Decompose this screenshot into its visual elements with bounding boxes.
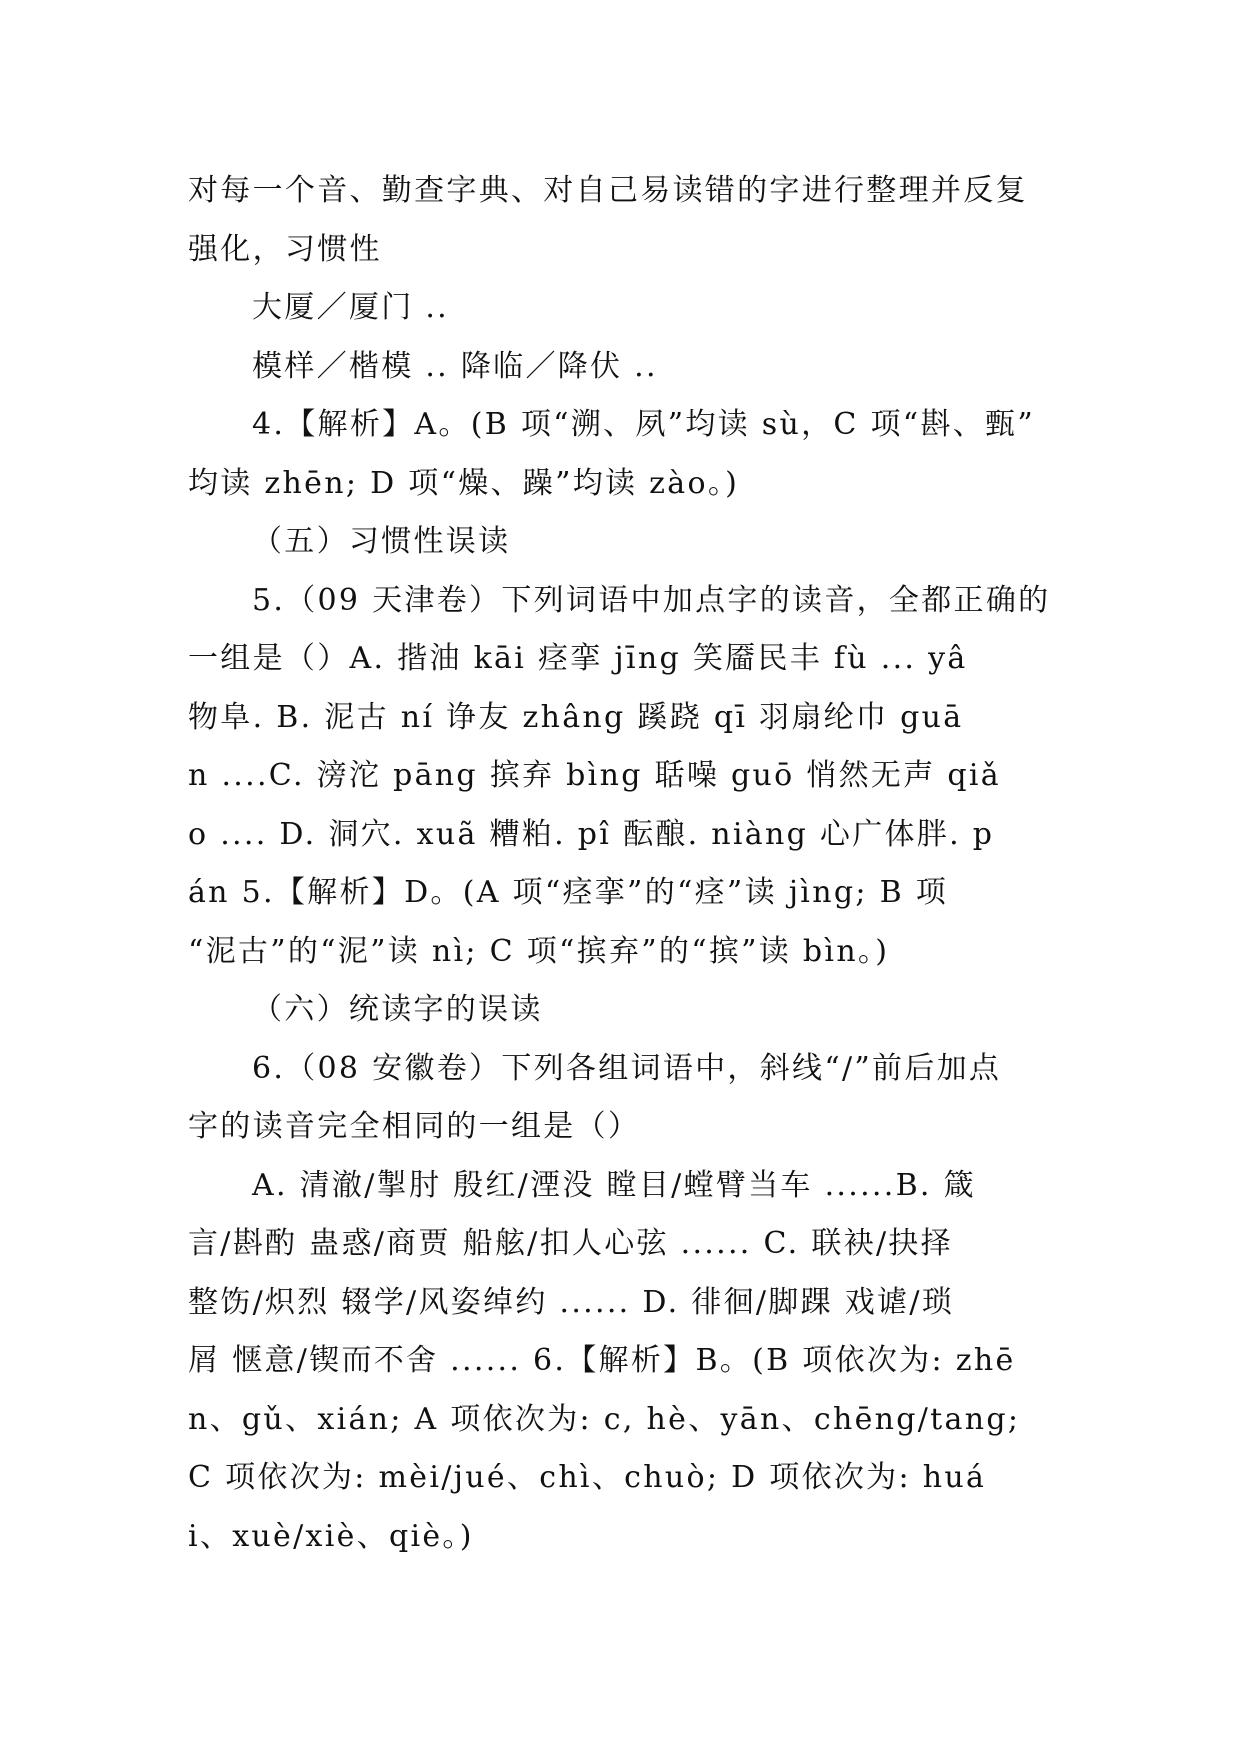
text-line: 均读 zhēn; D 项“燥、躁”均读 zào。) xyxy=(188,465,740,501)
text-line: 大厦／厦门 .. xyxy=(252,290,450,325)
text-line: i、xuè/xiè、qiè。) xyxy=(188,1518,474,1554)
section-heading: （五）习惯性误读 xyxy=(252,524,511,559)
text-line: 言/斟酌 蛊惑/商贾 船舷/扣人心弦 ...... C. 联袂/抉择 xyxy=(188,1226,953,1261)
question-6: 6.（08 安徽卷）下列各组词语中，斜线“/”前后加点 xyxy=(252,1050,1002,1086)
text-line: o .... D. 洞穴. xuã 糟粕. pî 酝酿. niàng 心广体胖. p xyxy=(188,816,995,852)
text-line: A. 清澈/掣肘 殷红/湮没 瞠目/螳臂当车 ......B. 箴 xyxy=(252,1167,976,1203)
document-page xyxy=(188,162,1051,1566)
text-line: 物阜. B. 泥古 ní 诤友 zhâng 蹊跷 qī 羽扇纶巾 guā xyxy=(188,699,964,735)
text-line: án 5.【解析】D。(A 项“痉挛”的“痉”读 jìng; B 项 xyxy=(188,875,949,910)
text-line: 一组是（）A. 揩油 kāi 痉挛 jīng 笑靥民丰 fù ... yâ xyxy=(188,641,968,676)
text-line: n、gǔ、xián; A 项依次为: c, hè、yān、chēng/tang; xyxy=(188,1401,1021,1437)
text-line: “泥古”的“泥”读 nì; C 项“摈弃”的“摈”读 bìn。) xyxy=(188,933,890,969)
text-line: 整饬/炽烈 辍学/风姿绰约 ...... D. 徘徊/脚踝 戏谑/琐 xyxy=(188,1284,955,1320)
text-line: C 项依次为: mèi/jué、chì、chuò; D 项依次为: huá xyxy=(188,1460,987,1495)
text-line: 模样／楷模 .. 降临／降伏 .. xyxy=(252,348,658,384)
text-line: n ....C. 滂沱 pāng 摈弃 bìng 聒噪 guō 悄然无声 qiǎ xyxy=(188,758,1001,793)
text-line: 对每一个音、勤查字典、对自己易读错的字进行整理并反复 xyxy=(188,173,1028,208)
text-line: 强化，习惯性 xyxy=(188,231,382,267)
question-5: 5.（09 天津卷）下列词语中加点字的读音，全都正确的 xyxy=(252,582,1051,618)
text-line: 屑 惬意/锲而不舍 ...... 6.【解析】B。(B 项依次为: zhē xyxy=(188,1343,1016,1378)
text-line: 字的读音完全相同的一组是（） xyxy=(188,1109,641,1144)
section-heading: （六）统读字的误读 xyxy=(252,992,543,1027)
answer-analysis-4: 4.【解析】A。(B 项“溯、夙”均读 sù，C 项“斟、甄” xyxy=(252,407,1035,442)
